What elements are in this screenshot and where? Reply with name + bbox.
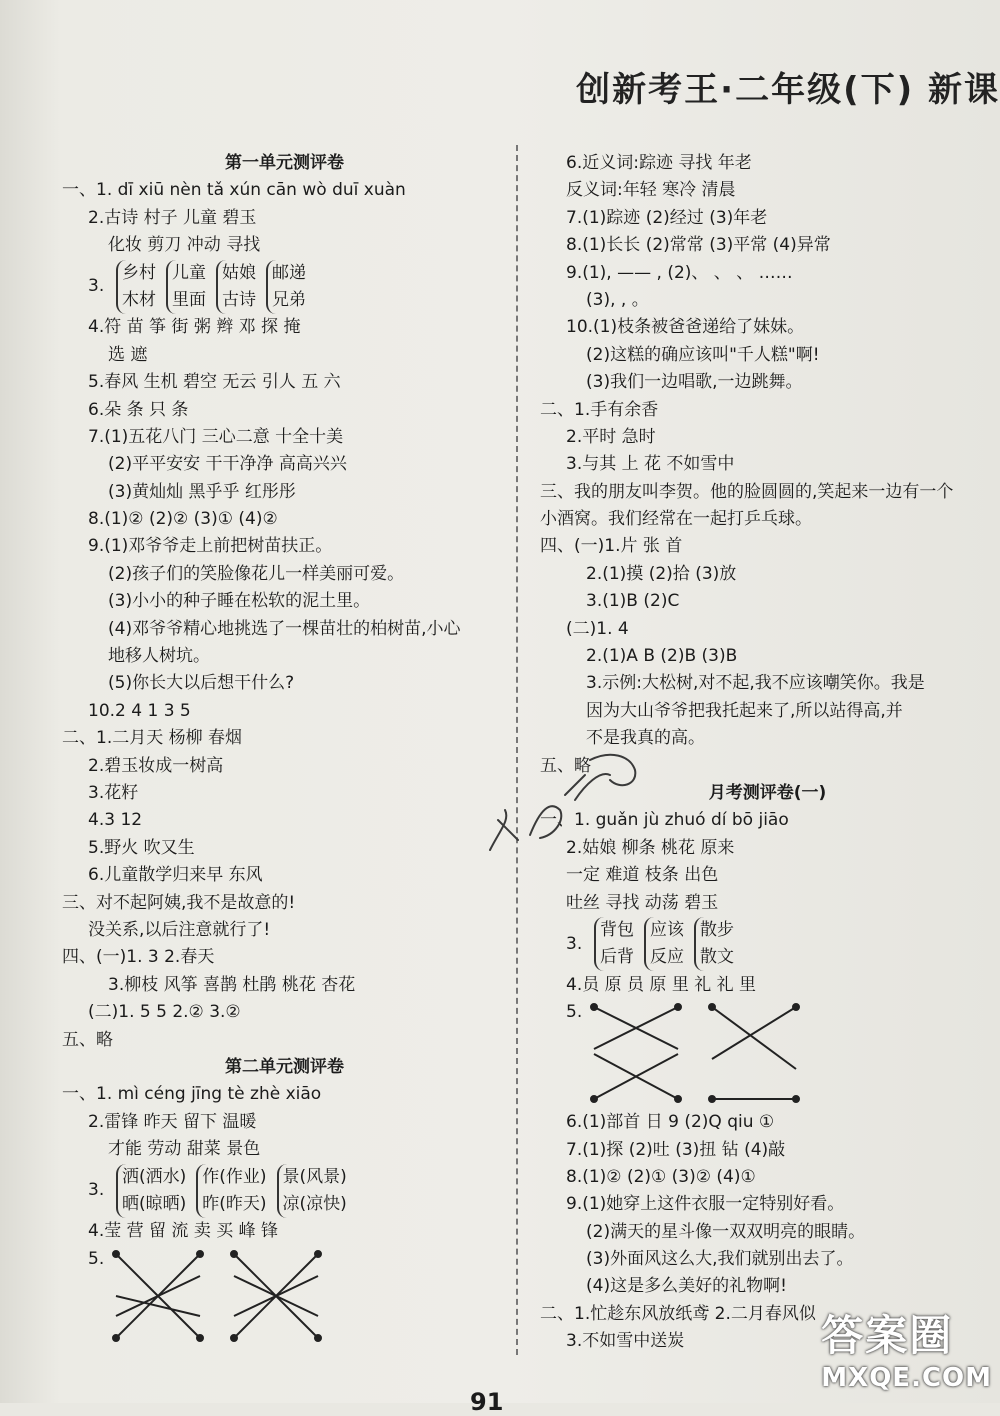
answer-line: 8.(1)② (2)② (3)① (4)② (88, 509, 278, 530)
answer-line: (2)孩子们的笑脸像花儿一样美丽可爱。 (108, 563, 405, 584)
answer-line: 四、(一)1.片 张 首 (540, 536, 683, 557)
watermark-line2: MXQE.COM (821, 1363, 992, 1393)
bracket-pair: 作(作业) 昨(昨天) (196, 1164, 266, 1218)
answer-line: 3.不如雪中送炭 (566, 1331, 685, 1352)
answer-line: 没关系,以后注意就行了! (88, 919, 271, 940)
answer-line: 3.花籽 (88, 783, 139, 803)
unit1-title: 第一单元测评卷 (225, 153, 344, 173)
answer-line: 3.与其 上 花 不如雪中 (566, 454, 735, 475)
answer-line: 2.雷锋 昨天 留下 温暖 (88, 1111, 257, 1132)
answer-line: 4.员 原 员 原 里 礼 礼 里 (566, 974, 757, 995)
left-column (62, 150, 507, 1346)
answer-line: 才能 劳动 甜菜 景色 (108, 1139, 261, 1160)
answer-line: 5.春风 生机 碧空 无云 引人 五 六 (88, 372, 341, 393)
page-number: 91 (470, 1388, 504, 1416)
answer-line: 2.(1)摸 (2)拾 (3)放 (586, 563, 737, 584)
answer-line: 4.符 苗 筝 街 粥 辫 邓 探 掩 (88, 317, 301, 338)
answer-line: 五、略 (540, 755, 591, 776)
matching-diagram-row (540, 999, 995, 1109)
answer-line: 二、1.忙趁东风放纸鸢 2.二月春风似 (540, 1303, 816, 1324)
answer-line: (2)平平安安 干干净净 高高兴兴 (108, 454, 347, 475)
answer-line: 6.儿童散学归来早 东风 (88, 865, 263, 886)
answer-line: (2)满天的星斗像一双双明亮的眼睛。 (586, 1221, 866, 1242)
answer-line: 二、1.手有余香 (540, 399, 659, 420)
answer-line: 2.(1)A B (2)B (3)B (586, 646, 738, 667)
answer-line: 7.(1)探 (2)吐 (3)扭 钻 (4)敲 (566, 1139, 786, 1160)
answer-line: 因为大山爷爷把我托起来了,所以站得高,并 (586, 700, 903, 721)
answer-line: 3.(1)B (2)C (586, 591, 680, 612)
answer-line: 2.平时 急时 (566, 426, 656, 447)
bracket-pair: 邮递 兄弟 (266, 260, 306, 314)
answer-line: 9.(1), —— , (2)、 、 、 …… (566, 262, 793, 283)
answer-line: (二)1. 4 (566, 618, 629, 639)
answer-line: 四、(一)1. 3 2.春天 (62, 947, 215, 968)
answer-line: 6.朵 条 只 条 (88, 399, 189, 420)
answer-line: (3)小小的种子睡在松软的泥土里。 (108, 591, 371, 612)
handwriting-scribble (470, 740, 650, 880)
answer-line: 7.(1)五花八门 三心二意 十全十美 (88, 426, 344, 447)
bracket-pair: 洒(洒水) 晒(晾晒) (116, 1164, 186, 1218)
answer-line: 反义词:年轻 寒冷 清晨 (566, 180, 736, 201)
answer-line: (3)外面风这么大,我们就别出去了。 (586, 1249, 854, 1270)
answer-line: 2.碧玉妆成一树高 (88, 755, 224, 776)
answer-line: 3.柳枝 风筝 喜鹊 杜鹃 桃花 杏花 (108, 974, 356, 995)
answer-line: (5)你长大以后想干什么? (108, 673, 295, 694)
bracket-pair: 散步 散文 (694, 917, 734, 971)
answer-line: 2.姑娘 柳条 桃花 原来 (566, 837, 735, 858)
answer-line: 9.(1)她穿上这件衣服一定特别好看。 (566, 1194, 845, 1215)
bracket-group-row (540, 917, 995, 972)
answer-line: 一、1. dī xiū nèn tǎ xún cān wò duī xuàn (62, 180, 406, 201)
answer-line: 9.(1)邓爷爷走上前把树苗扶正。 (88, 536, 333, 557)
bracket-group-row (62, 1163, 507, 1218)
answer-line: 10.2 4 1 3 5 (88, 700, 191, 721)
item-number: 3. (88, 276, 105, 297)
answer-line: (2)这糕的确应该叫"千人糕"啊! (586, 344, 820, 365)
answer-line: (4)邓爷爷精心地挑选了一棵苗壮的柏树苗,小心 (108, 618, 461, 639)
answer-line: 5.野火 吹又生 (88, 837, 195, 858)
matching-lines-diagram (226, 1246, 326, 1346)
watermark-stamp (821, 1303, 992, 1393)
answer-line: 吐丝 寻找 动荡 碧玉 (566, 892, 719, 913)
answer-line: 4.莹 营 留 流 卖 买 峰 锋 (88, 1221, 279, 1242)
answer-line: 五、略 (62, 1029, 113, 1050)
answer-line: 小酒窝。我们经常在一起打乒乓球。 (540, 509, 812, 530)
bracket-pair: 景(风景) 凉(凉快) (277, 1164, 347, 1218)
answer-line: 2.古诗 村子 儿童 碧玉 (88, 207, 257, 228)
answer-line: 地移人树坑。 (108, 646, 210, 667)
bracket-group-row (62, 260, 507, 315)
answer-line: 10.(1)枝条被爸爸递给了妹妹。 (566, 317, 805, 338)
unit2-title: 第二单元测评卷 (225, 1056, 344, 1077)
monthly-test-title: 月考测评卷(一) (708, 782, 827, 803)
answer-line: 三、对不起阿姨,我不是故意的! (62, 892, 296, 913)
answer-line: 6.(1)部首 日 9 (2)Q qiu ① (566, 1112, 775, 1133)
answer-line: 8.(1)② (2)① (3)② (4)① (566, 1166, 756, 1187)
item-number: 5. (566, 1002, 583, 1023)
watermark-line1: 答案圈 (821, 1311, 954, 1360)
answer-line: (3)黄灿灿 黑乎乎 红彤彤 (108, 481, 296, 502)
answer-line: 一、1. guǎn jù zhuó dí bō jiāo (540, 810, 789, 831)
answer-line: 4.3 12 (88, 810, 143, 831)
answer-line: 3.示例:大松树,对不起,我不应该嘲笑你。我是 (586, 673, 925, 694)
answer-line: 选 遮 (108, 344, 148, 365)
bracket-pair: 乡村 木材 (116, 260, 156, 314)
item-number: 3. (566, 933, 583, 954)
answer-line: 不是我真的高。 (586, 728, 705, 749)
answer-line: (4)这是多么美好的礼物啊! (586, 1276, 787, 1297)
answer-line: (3), , 。 (586, 289, 649, 310)
answer-line: 6.近义词:踪迹 寻找 年老 (566, 153, 752, 173)
bracket-pair: 应该 反应 (644, 917, 684, 971)
answer-line: 三、我的朋友叫李贺。他的脸圆圆的,笑起来一边有一个 (540, 481, 954, 502)
answer-line: 一、1. mì céng jīng tè zhè xiāo (62, 1084, 322, 1105)
matching-lines-diagram (704, 999, 804, 1109)
answer-line: 7.(1)踪迹 (2)经过 (3)年老 (566, 207, 768, 228)
matching-diagram-row (62, 1246, 507, 1346)
answer-line: 8.(1)长长 (2)常常 (3)平常 (4)异常 (566, 235, 831, 256)
answer-line: 一定 难道 枝条 出色 (566, 865, 719, 886)
matching-lines-diagram (108, 1246, 208, 1346)
answer-line: 化妆 剪刀 冲动 寻找 (108, 235, 261, 256)
bracket-pair: 姑娘 古诗 (216, 260, 256, 314)
answer-line: (3)我们一边唱歌,一边跳舞。 (586, 372, 803, 393)
answer-line: 二、1.二月天 杨柳 春烟 (62, 728, 243, 749)
answer-line: (二)1. 5 5 2.② 3.② (88, 1002, 241, 1023)
bracket-pair: 背包 后背 (594, 917, 634, 971)
item-number: 5. (88, 1248, 105, 1269)
bracket-pair: 儿童 里面 (166, 260, 206, 314)
book-header-title: 创新考王·二年级(下) 新课 (576, 70, 1000, 110)
item-number: 3. (88, 1180, 105, 1201)
matching-lines-diagram (586, 999, 686, 1109)
